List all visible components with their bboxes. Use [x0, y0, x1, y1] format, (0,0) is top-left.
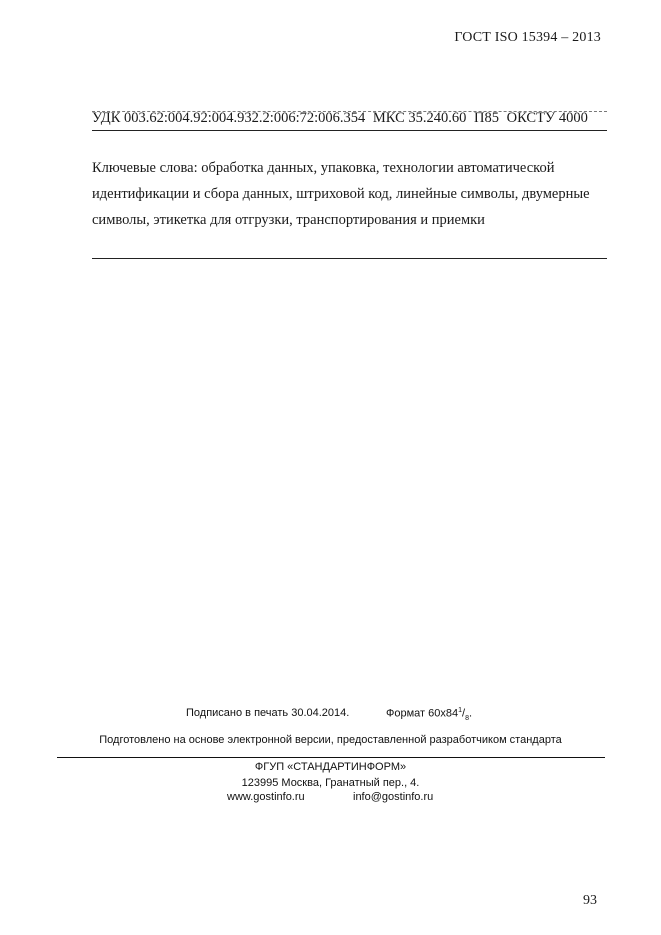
keywords-paragraph: Ключевые слова: обработка данных, упаковка, технологии автоматической идентификации и сбора данных, штриховой код, линейные символы, двумерные символы, этикетка для отгрузки, транспортирования и приемки: [92, 160, 590, 228]
signed-date: Подписано в печать 30.04.2014.: [186, 707, 350, 719]
classification-row: [92, 110, 607, 127]
standard-code: ГОСТ ISO 15394 – 2013: [454, 30, 601, 45]
keywords-rule: [92, 258, 607, 259]
p-code: П85: [474, 110, 499, 126]
format-label: Формат 60x84: [386, 707, 459, 720]
udk-bottom-rule: [92, 130, 607, 131]
prepared-note: Подготовлено на основе электронной версии, предоставленной разработчиком стандарта: [99, 734, 562, 746]
publisher-address: 123995 Москва, Гранатный пер., 4.: [241, 777, 420, 789]
format-denominator: 8: [465, 714, 469, 722]
page-number: 93: [583, 893, 597, 908]
publisher-email: info@gostinfo.ru: [353, 791, 434, 803]
publisher-name: ФГУП «СТАНДАРТИНФОРМ»: [254, 761, 407, 773]
format-numerator: 1: [458, 707, 463, 714]
okstu-code: ОКСТУ 4000: [506, 110, 588, 126]
publisher-website: www.gostinfo.ru: [227, 791, 305, 803]
mks-code: МКС 35.240.60: [372, 110, 467, 126]
paper-format: Формат $60x84^1/_8$.: [386, 707, 473, 722]
format-end: .: [468, 707, 473, 720]
imprint-rule: [57, 757, 605, 758]
udk-code: УДК 003.62:004.92:004.932.2:006:72:006.354: [92, 110, 366, 126]
